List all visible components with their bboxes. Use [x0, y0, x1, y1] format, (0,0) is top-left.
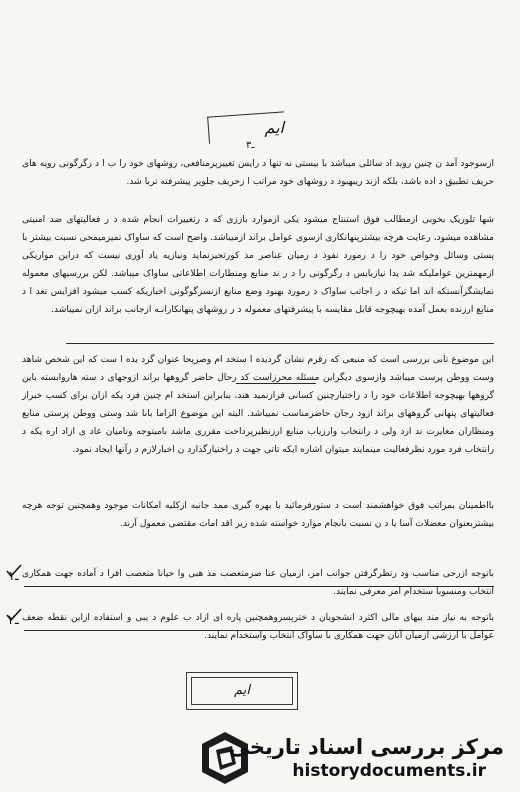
bottom-stamp-text: ایم [191, 677, 293, 705]
archive-footer [190, 722, 516, 792]
underline [236, 383, 316, 384]
list-item-1: باتوجه ازرحی مناسب ود رنظرگرفتن جوانب امر، ازمیان عنا صرمتعصب مذ هبی وا حیانا متعصب افرا د آماده جهت همکاری انتخاب ومنسوبا ستخدام امر معرفی نمایند. [22, 569, 494, 597]
item-number-1: ۱ـ [8, 569, 19, 584]
paragraph-3: این موضوع تابی بررسی است که منبعی که رقرم نشان گردیده ا ستخد ام وصرپحا عنوان گرد یده ا ست که این شخص شاهد وست ووطن پرست میباشد وازسوی دیگراین مسئله محرزاست کد رحال حاضر گروهها براند ازوجهای د سته هاروابسته باین گروهها بهیچوجه اطلاعات خود را د راختیارچنین کسانی قرارنمید هند، بنابراین استخد ام چنین فرد یکه ازان برای کسب خبراز فعالیتهای پنهانی گروههای براند ازود رجان حاضرمناسب نمیباشد. البته این موضوع الزاما بانا شد وستی ووطن پرستی منابع ومنظاران مغایرت ند ارد ولی د رانتخاب وارزیاب منابع ارزنظیرپرداخت مقرری ماشد بامیتوجه ونامیان عاد ی ازاد اره یکه د رانتخاب فرد مورد نظرفعالیت مینمایند میتوان اشاره ایکه تاتی جهت د راختیارگذارد ن اخبارلازم د رآنها ایجاد نمود. [22, 355, 494, 455]
page-number: ۳ـ [246, 140, 255, 151]
underline [24, 586, 494, 587]
underline [66, 343, 494, 344]
underline [24, 630, 494, 631]
top-stamp-text: ایم [264, 118, 284, 137]
paragraph-4: بااطمینان بمراتب فوق خواهشمند است د ستورفرمائید با بهره گیری ممد جانبه ازکلیه امکانات موجود وهمچنین توجه هرچه بیشتربعنوان معضلات آسا یا د ن نسبت بانجام موارد خواسته شده زیر اقد امات مقتضی معمول آرند. [22, 501, 494, 529]
archive-title: مرکز بررسی اسناد تاریخی [228, 735, 504, 759]
paragraph-2: شها تلوریک بخوبی ازمطالب فوق استنتاج میشود یکی ازموارد بارزی که د رتغییرات انجام شده د ر فعالیتهای ضد امنیتی مشاهده میشود، رعایت هرچه بیشترپنهانکاری ازسوی عوامل براند ازمیباشد. واضح است که ساواک تمیزمیمحی نسبت بیشتر با پستی وسائل وخواص خود را د رمورد نفوذ د رمیان عناصر مذ کورتجیزنماید ونیازیه یاد آوری نیست که دراین مواریکی ازمهمترین عواملیکه شد یدا نیازبایس د رگرگونی را د ر ند منابع ومنطارات اطلاعاتی ساواک میباشد. لکن بررسیهای معموله نمایشگرآنستکه اند اما تیکه د ر اجاتب ساواک د رمورد بهبود وضع منابع ازنسرگوگونی اخباریکه کسب میشود افزایس تعد ا د منابع ارزنده بعمل آمده بهیچوجه قابل مقایسه با پیشرفتهای معموله د ر روشهای پنهانکارانـه ازجانب براند ازان نمیباشد. [22, 215, 494, 315]
paragraph-1: ازسوجود آمد ن چنین روید اد سائلی میباشد با بیستی نه تنها د رایس تغییرپرمنافعی، روشهای خود را ب ا د رگرگونی رویه های حریف تطبیق د اده باشد، بلکه ازند ریبهبود د روشهای خود مراتب ا زحریف جلوپر پیشرفته تربا شد. [22, 159, 494, 187]
archive-url[interactable]: historydocuments.ir [292, 761, 486, 781]
list-item-2: باتوجه به نیاز مند بیهای مالی اکثرد انشجویان د خترپسروهمچنین پاره ای ازاد ب علوم د یبی و استفاده ازاین نقطه ضعف عوامل با ارزشی ازمیان آنان جهت همکاری با ساواک انتخاب واستخدام نمایند. [22, 613, 494, 641]
bottom-stamp [186, 672, 298, 710]
item-number-2: ۲ـ [8, 613, 19, 628]
